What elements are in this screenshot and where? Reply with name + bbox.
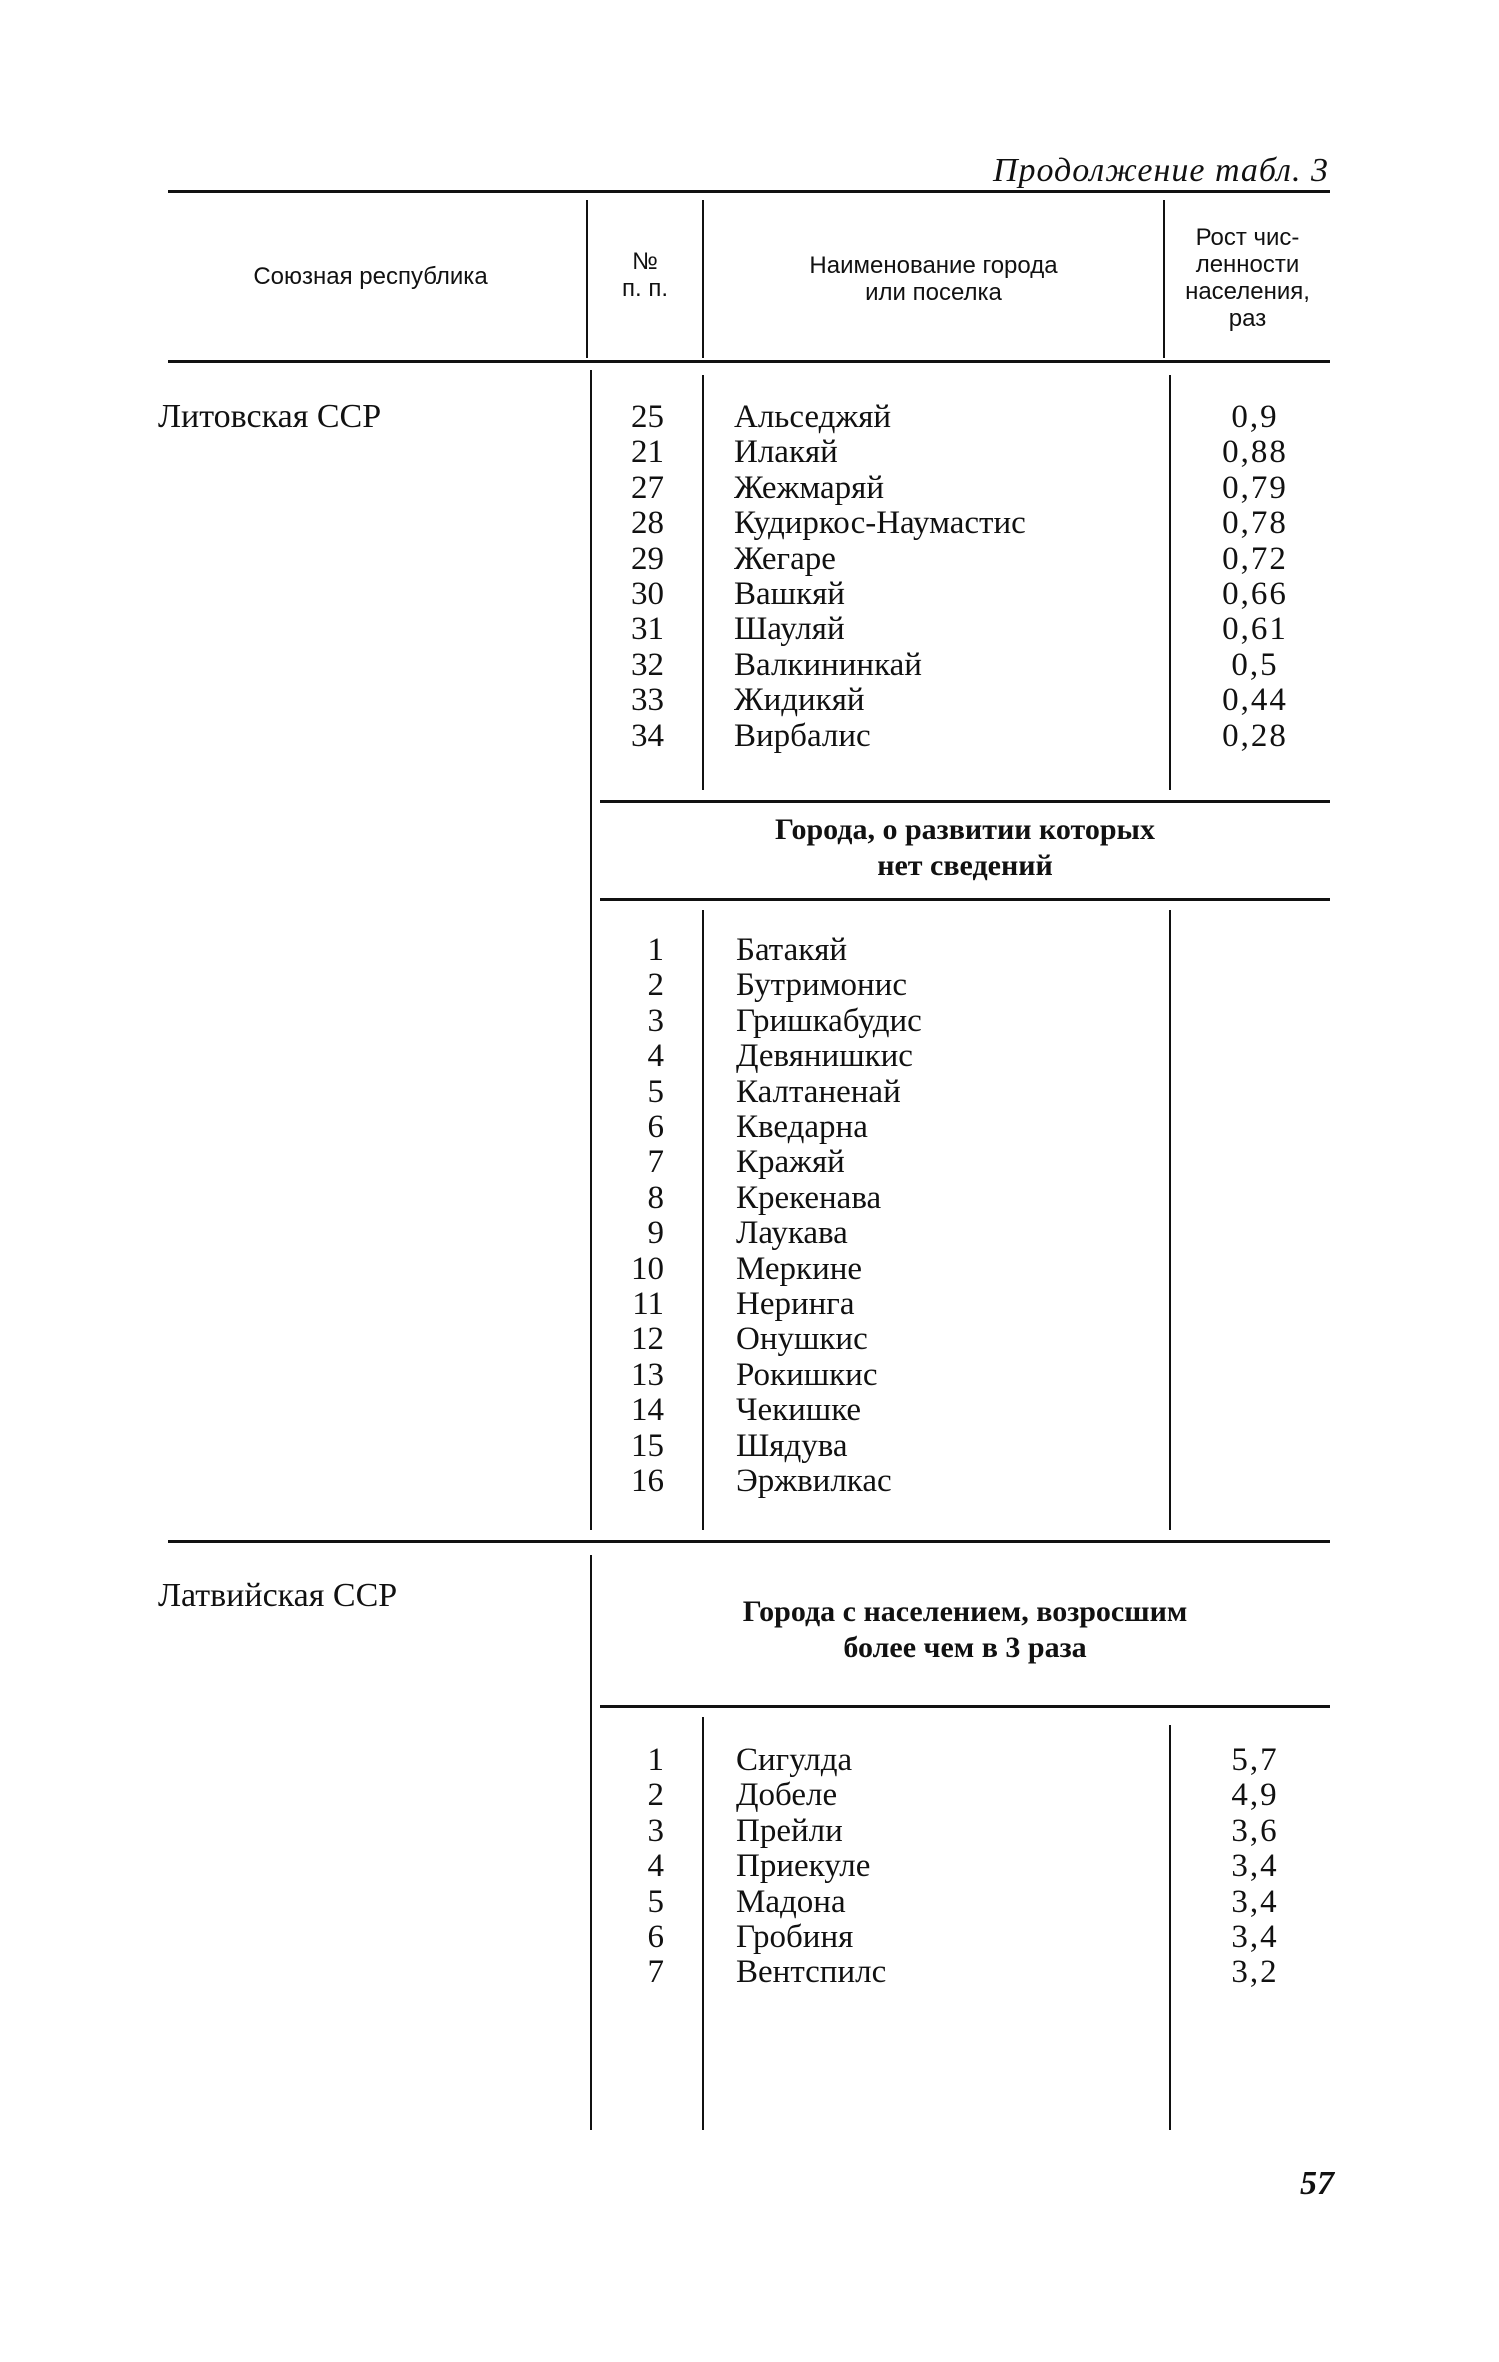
city-name: Вентспилс bbox=[736, 1954, 887, 1991]
city-name: Мадона bbox=[736, 1883, 846, 1920]
header-growth-line4: раз bbox=[1228, 305, 1267, 332]
header-number-sign: № bbox=[632, 248, 658, 275]
city-name: Вашкяй bbox=[734, 576, 845, 613]
row-number: 31 bbox=[631, 611, 664, 648]
city-name: Гришкабудис bbox=[736, 1002, 922, 1039]
lithuania-numbers bbox=[598, 400, 664, 754]
row-number: 4 bbox=[647, 1038, 664, 1075]
row-number: 12 bbox=[631, 1321, 664, 1358]
no-info-divider-name bbox=[702, 910, 704, 1530]
latvia-growth-values bbox=[1180, 1743, 1330, 1991]
city-name: Жежмаряй bbox=[734, 469, 884, 506]
row-number: 25 bbox=[631, 399, 664, 435]
row-number: 7 bbox=[647, 1954, 664, 1991]
city-name: Шауляй bbox=[734, 611, 845, 648]
row-number: 28 bbox=[631, 505, 664, 542]
growth-value: 4,9 bbox=[1231, 1777, 1279, 1814]
row-number: 2 bbox=[647, 1777, 664, 1814]
city-name: Альседжяй bbox=[734, 399, 892, 435]
no-info-numbers bbox=[598, 933, 664, 1500]
growth-value: 3,4 bbox=[1231, 1848, 1279, 1885]
city-name: Жидикяй bbox=[734, 682, 865, 719]
growth-value: 5,7 bbox=[1231, 1742, 1279, 1778]
row-number: 3 bbox=[647, 1002, 664, 1039]
growth-value: 0,28 bbox=[1222, 717, 1288, 754]
header-number bbox=[588, 248, 702, 302]
header-number-abbr: п. п. bbox=[622, 275, 668, 302]
latvia-group-bottom-rule bbox=[600, 1705, 1330, 1708]
row-number: 6 bbox=[647, 1919, 664, 1956]
city-name: Прейли bbox=[736, 1812, 843, 1849]
table-continuation-label: Продолжение табл. 3 bbox=[992, 152, 1329, 189]
city-name: Жегаре bbox=[734, 540, 836, 577]
no-info-divider-growth bbox=[1169, 910, 1171, 1530]
row-number: 30 bbox=[631, 576, 664, 613]
header-growth bbox=[1165, 224, 1330, 332]
latvia-group-heading bbox=[600, 1594, 1330, 1666]
lithuania-divider-name bbox=[702, 375, 704, 790]
growth-value: 0,61 bbox=[1222, 611, 1288, 648]
growth-value: 0,66 bbox=[1222, 576, 1288, 613]
city-name: Рокишкис bbox=[736, 1356, 878, 1393]
latvia-divider-number bbox=[590, 1555, 592, 2130]
growth-value: 3,6 bbox=[1231, 1812, 1279, 1849]
city-name: Онушкис bbox=[736, 1321, 868, 1358]
city-name: Девянишкис bbox=[736, 1038, 913, 1075]
growth-value: 3,2 bbox=[1231, 1954, 1279, 1991]
republic-lithuania: Литовская ССР bbox=[158, 398, 382, 435]
city-name: Добеле bbox=[736, 1777, 838, 1814]
city-name: Илакяй bbox=[734, 434, 838, 471]
latvia-divider-name bbox=[702, 1717, 704, 2130]
row-number: 8 bbox=[647, 1179, 664, 1216]
city-name: Валкининкай bbox=[734, 646, 922, 683]
row-number: 5 bbox=[647, 1883, 664, 1920]
header-growth-line3: населения, bbox=[1185, 278, 1310, 305]
header-city-name bbox=[704, 252, 1163, 306]
city-name: Меркине bbox=[736, 1250, 863, 1287]
no-info-top-rule bbox=[600, 800, 1330, 803]
lithuania-growth-values bbox=[1180, 400, 1330, 754]
city-name: Батакяй bbox=[736, 932, 848, 968]
row-number: 6 bbox=[647, 1109, 664, 1146]
latvia-group-heading-line2: более чем в 3 раза bbox=[843, 1631, 1087, 1664]
city-name: Крекенава bbox=[736, 1179, 882, 1216]
city-name: Кражяй bbox=[736, 1144, 845, 1181]
city-name: Лаукава bbox=[736, 1215, 848, 1252]
city-name: Кведарна bbox=[736, 1109, 868, 1146]
city-name: Сигулда bbox=[736, 1742, 853, 1778]
latvia-group-heading-line1: Города с населением, возросшим bbox=[742, 1595, 1188, 1628]
growth-value: 0,78 bbox=[1222, 505, 1288, 542]
city-name: Приекуле bbox=[736, 1848, 871, 1885]
city-name: Бутримонис bbox=[736, 967, 907, 1004]
no-info-heading-line1: Города, о развитии которых bbox=[775, 813, 1155, 846]
row-number: 13 bbox=[631, 1356, 664, 1393]
page-number: 57 bbox=[1300, 2165, 1334, 2202]
header-growth-line1: Рост чис- bbox=[1195, 224, 1300, 251]
growth-value: 0,88 bbox=[1222, 434, 1288, 471]
no-info-heading-line2: нет сведений bbox=[877, 849, 1053, 882]
row-number: 32 bbox=[631, 646, 664, 683]
header-growth-line2: ленности bbox=[1195, 251, 1300, 278]
republic-divider-rule bbox=[168, 1540, 1330, 1543]
growth-value: 0,5 bbox=[1231, 646, 1279, 683]
row-number: 34 bbox=[631, 717, 664, 754]
growth-value: 0,79 bbox=[1222, 469, 1288, 506]
growth-value: 3,4 bbox=[1231, 1919, 1279, 1956]
lithuania-city-names bbox=[734, 400, 1164, 754]
row-number: 29 bbox=[631, 540, 664, 577]
growth-value: 0,9 bbox=[1231, 399, 1279, 435]
growth-value: 3,4 bbox=[1231, 1883, 1279, 1920]
header-city-name-line1: Наименование города bbox=[809, 252, 1058, 279]
city-name: Вирбалис bbox=[734, 717, 871, 754]
row-number: 2 bbox=[647, 967, 664, 1004]
latvia-city-names bbox=[736, 1743, 1166, 1991]
row-number: 15 bbox=[631, 1427, 664, 1464]
row-number: 21 bbox=[631, 434, 664, 471]
row-number: 10 bbox=[631, 1250, 664, 1287]
row-number: 11 bbox=[632, 1286, 664, 1323]
republic-latvia: Латвийская ССР bbox=[158, 1577, 398, 1614]
row-number: 16 bbox=[631, 1463, 664, 1500]
header-city-name-line2: или поселка bbox=[865, 279, 1002, 306]
city-name: Кудиркос-Наумастис bbox=[734, 505, 1026, 542]
city-name: Шядува bbox=[736, 1427, 848, 1464]
city-name: Эржвилкас bbox=[736, 1463, 892, 1500]
city-name: Гробиня bbox=[736, 1919, 854, 1956]
no-info-bottom-rule bbox=[600, 898, 1330, 901]
header-bottom-rule bbox=[168, 360, 1330, 363]
growth-value: 0,44 bbox=[1222, 682, 1288, 719]
lithuania-divider-growth bbox=[1169, 375, 1171, 790]
no-info-city-names bbox=[736, 933, 1166, 1500]
row-number: 14 bbox=[631, 1392, 664, 1429]
row-number: 9 bbox=[647, 1215, 664, 1252]
lithuania-divider-number bbox=[590, 370, 592, 1530]
row-number: 1 bbox=[647, 932, 664, 968]
city-name: Чекишке bbox=[736, 1392, 862, 1429]
latvia-divider-growth bbox=[1169, 1725, 1171, 2130]
row-number: 4 bbox=[647, 1848, 664, 1885]
row-number: 7 bbox=[647, 1144, 664, 1181]
row-number: 27 bbox=[631, 469, 664, 506]
no-info-heading bbox=[600, 812, 1330, 884]
row-number: 1 bbox=[647, 1742, 664, 1778]
growth-value: 0,72 bbox=[1222, 540, 1288, 577]
row-number: 33 bbox=[631, 682, 664, 719]
latvia-numbers bbox=[598, 1743, 664, 1991]
city-name: Калтаненай bbox=[736, 1073, 901, 1110]
header-republic: Союзная республика bbox=[253, 263, 488, 290]
row-number: 5 bbox=[647, 1073, 664, 1110]
city-name: Неринга bbox=[736, 1286, 855, 1323]
row-number: 3 bbox=[647, 1812, 664, 1849]
table-top-rule bbox=[168, 190, 1330, 193]
